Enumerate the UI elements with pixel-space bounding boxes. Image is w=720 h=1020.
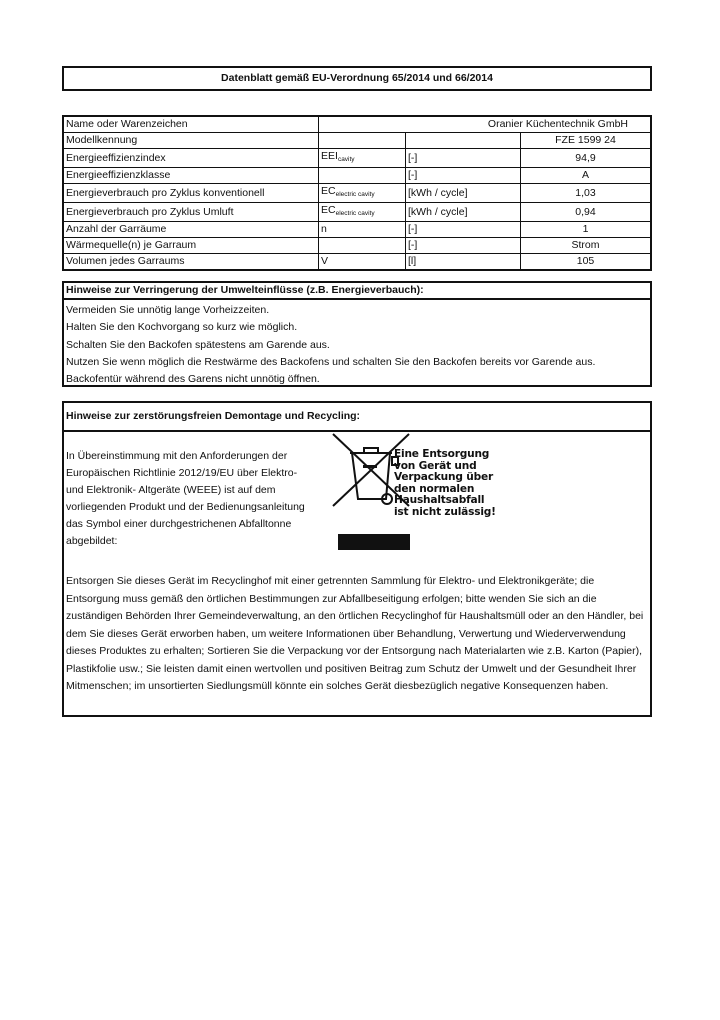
row-symbol (319, 133, 406, 149)
row-label: Name oder Warenzeichen (63, 116, 319, 133)
row-value: 105 (521, 254, 652, 271)
row-symbol: n (319, 222, 406, 238)
row-value: FZE 1599 24 (521, 133, 652, 149)
row-value: Oranier Küchentechnik GmbH (319, 116, 652, 133)
row-label: Energieeffizienzindex (63, 149, 319, 168)
row-label: Anzahl der Garräume (63, 222, 319, 238)
row-symbol: $EEI_{cavity}$ (319, 149, 406, 168)
weee-intro-text: In Übereinstimmung mit den Anforderungen der Europäischen Richtlinie 2012/19/EU über Elektro- und Elektronik- Altgeräte (WEEE) ist auf dem vorliegenden Produkt und der Bedienungsanleitung das Symbol einer durchgestrichenen Abfalltonne abgebildet: (66, 450, 305, 547)
row-value: Strom (521, 238, 652, 254)
row-label: Energieverbrauch pro Zyklus Umluft (63, 203, 319, 222)
row-symbol: V (319, 254, 406, 271)
row-label: Volumen jedes Garraums (63, 254, 319, 271)
row-value: 1,03 (521, 184, 652, 203)
table-row (63, 254, 651, 271)
row-value: 0,94 (521, 203, 652, 222)
disposal-warning: Eine Entsorgung von Gerät und Verpackung über den normalen Haushaltsabfall ist nicht zulässig! (394, 448, 496, 518)
row-label: Wärmequelle(n) je Garraum (63, 238, 319, 254)
row-symbol (319, 238, 406, 254)
row-unit: [-] (406, 222, 521, 238)
row-unit: [kWh / cycle] (406, 184, 521, 203)
table-row (63, 149, 651, 168)
disposal-instructions: Entsorgen Sie dieses Gerät im Recyclinghof mit einer getrennten Sammlung für Elektro- und Elektronikgeräte; die Entsorgung muss gemäß den örtlichen Bestimmungen zur Abfallbeseitigung erfolgen; bitte wenden Sie sich an die zuständigen Behörden Ihrer Gemeindeverwaltung, an den örtlichen Recyclinghof für Haushaltsmüll oder an den Händler, bei dem Sie dieses Gerät erworben haben, um weitere Informationen über Behandlung, Verwertung und Wiederverwendung dieses Produktes zu erhalten; Sortieren Sie die Verpackung vor der Entsorgung nach Materialarten wie z.B. Karton (Papier), Plastikfolie usw.; Sie leisten damit einen wertvollen und positiven Beitrag zum Schutz der Umwelt und der Gesundheit Ihrer Mitmenschen; im unsortierten Siedlungsmüll könnte ein solches Gerät diesbezüglich negative Konsequenzen haben. (66, 575, 644, 692)
weee-black-bar (338, 534, 410, 550)
recycling-section (62, 401, 652, 717)
row-label: Energieverbrauch pro Zyklus konventionell (63, 184, 319, 203)
environment-tips (64, 300, 650, 390)
recycling-heading: Hinweise zur zerstörungsfreien Demontage und Recycling: (64, 403, 650, 432)
row-symbol (319, 168, 406, 184)
table-row (63, 116, 651, 133)
table-row (63, 133, 651, 149)
row-value: A (521, 168, 652, 184)
table-row (63, 168, 651, 184)
row-symbol: $EC_{electric cavity}$ (319, 184, 406, 203)
row-unit: [-] (406, 149, 521, 168)
table-row (63, 238, 651, 254)
row-label: Modellkennung (63, 133, 319, 149)
document-title-box (62, 66, 652, 91)
row-value: 1 (521, 222, 652, 238)
table-row (63, 184, 651, 203)
document-title: Datenblatt gemäß EU-Verordnung 65/2014 und 66/2014 (221, 72, 493, 84)
tip-line: Halten Sie den Kochvorgang so kurz wie möglich. (66, 321, 298, 334)
environment-section (62, 281, 652, 387)
tip-line: Backofentür während des Garens nicht unnötig öffnen. (66, 373, 320, 386)
row-symbol: $EC_{electric cavity}$ (319, 203, 406, 222)
row-unit: [-] (406, 238, 521, 254)
spec-table (62, 115, 652, 271)
row-unit: [l] (406, 254, 521, 271)
table-row (63, 222, 651, 238)
environment-heading: Hinweise zur Verringerung der Umwelteinflüsse (z.B. Energieverbauch): (64, 283, 650, 300)
row-unit: [kWh / cycle] (406, 203, 521, 222)
row-unit: [-] (406, 168, 521, 184)
tip-line: Nutzen Sie wenn möglich die Restwärme des Backofens und schalten Sie den Backofen bereits vor Garende aus. (66, 355, 596, 368)
tip-line: Schalten Sie den Backofen spätestens am Garende aus. (66, 338, 330, 351)
row-label: Energieeffizienzklasse (63, 168, 319, 184)
table-row (63, 203, 651, 222)
tip-line: Vermeiden Sie unnötig lange Vorheizzeiten. (66, 304, 270, 316)
row-unit (406, 133, 521, 149)
row-value: 94,9 (521, 149, 652, 168)
